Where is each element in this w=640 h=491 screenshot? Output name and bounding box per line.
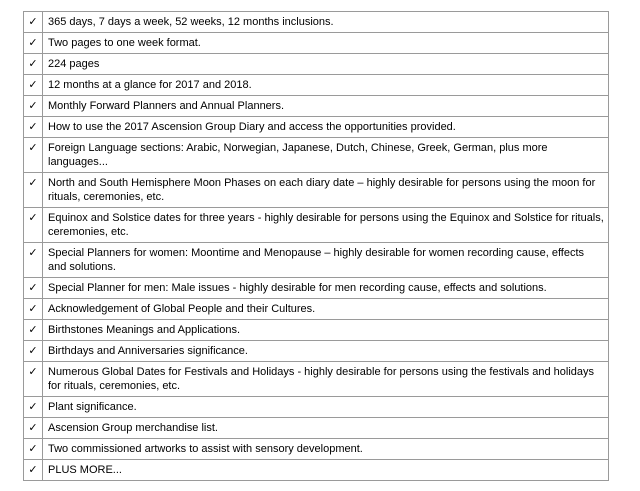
checkmark-icon: ✓ xyxy=(24,12,43,33)
table-row xyxy=(24,320,609,341)
checkmark-icon: ✓ xyxy=(24,33,43,54)
table-row xyxy=(24,439,609,460)
checkmark-icon: ✓ xyxy=(24,75,43,96)
table-row xyxy=(24,299,609,320)
feature-text: Birthstones Meanings and Applications. xyxy=(43,320,609,341)
checkmark-icon: ✓ xyxy=(24,320,43,341)
table-row xyxy=(24,33,609,54)
table-row xyxy=(24,12,609,33)
feature-text: 12 months at a glance for 2017 and 2018. xyxy=(43,75,609,96)
checkmark-icon: ✓ xyxy=(24,54,43,75)
table-row xyxy=(24,278,609,299)
table-row xyxy=(24,75,609,96)
table-row xyxy=(24,341,609,362)
table-row xyxy=(24,54,609,75)
feature-text: How to use the 2017 Ascension Group Diary and access the opportunities provided. xyxy=(43,117,609,138)
feature-text: North and South Hemisphere Moon Phases on each diary date – highly desirable for persons using the moon for rituals, ceremonies, etc. xyxy=(43,173,609,208)
table-row xyxy=(24,243,609,278)
table-row xyxy=(24,117,609,138)
table-row xyxy=(24,397,609,418)
feature-text: Plant significance. xyxy=(43,397,609,418)
feature-text: Two pages to one week format. xyxy=(43,33,609,54)
feature-text: Monthly Forward Planners and Annual Planners. xyxy=(43,96,609,117)
table-row xyxy=(24,208,609,243)
checkmark-icon: ✓ xyxy=(24,299,43,320)
checkmark-icon: ✓ xyxy=(24,278,43,299)
checkmark-icon: ✓ xyxy=(24,460,43,481)
checkmark-icon: ✓ xyxy=(24,362,43,397)
checkmark-icon: ✓ xyxy=(24,341,43,362)
feature-text: PLUS MORE... xyxy=(43,460,609,481)
feature-text: Ascension Group merchandise list. xyxy=(43,418,609,439)
table-row xyxy=(24,173,609,208)
feature-text: Equinox and Solstice dates for three years - highly desirable for persons using the Equinox and Solstice for rituals, ceremonies, etc. xyxy=(43,208,609,243)
feature-text: Foreign Language sections: Arabic, Norwegian, Japanese, Dutch, Chinese, Greek, German, plus more languages... xyxy=(43,138,609,173)
feature-text: Acknowledgement of Global People and their Cultures. xyxy=(43,299,609,320)
table-row xyxy=(24,362,609,397)
feature-text: Numerous Global Dates for Festivals and Holidays - highly desirable for persons using the festivals and holidays for rituals, ceremonies, etc. xyxy=(43,362,609,397)
table-row xyxy=(24,138,609,173)
feature-text: 224 pages xyxy=(43,54,609,75)
checkmark-icon: ✓ xyxy=(24,117,43,138)
table-row xyxy=(24,460,609,481)
table-row xyxy=(24,418,609,439)
feature-text: 365 days, 7 days a week, 52 weeks, 12 months inclusions. xyxy=(43,12,609,33)
feature-checklist-table xyxy=(23,11,609,481)
checkmark-icon: ✓ xyxy=(24,138,43,173)
checkmark-icon: ✓ xyxy=(24,418,43,439)
checkmark-icon: ✓ xyxy=(24,208,43,243)
checkmark-icon: ✓ xyxy=(24,439,43,460)
checkmark-icon: ✓ xyxy=(24,173,43,208)
checkmark-icon: ✓ xyxy=(24,96,43,117)
feature-text: Special Planners for women: Moontime and Menopause – highly desirable for women recording cause, effects and solutions. xyxy=(43,243,609,278)
checkmark-icon: ✓ xyxy=(24,243,43,278)
feature-text: Birthdays and Anniversaries significance. xyxy=(43,341,609,362)
checkmark-icon: ✓ xyxy=(24,397,43,418)
feature-text: Two commissioned artworks to assist with sensory development. xyxy=(43,439,609,460)
table-row xyxy=(24,96,609,117)
feature-text: Special Planner for men: Male issues - highly desirable for men recording cause, effects and solutions. xyxy=(43,278,609,299)
